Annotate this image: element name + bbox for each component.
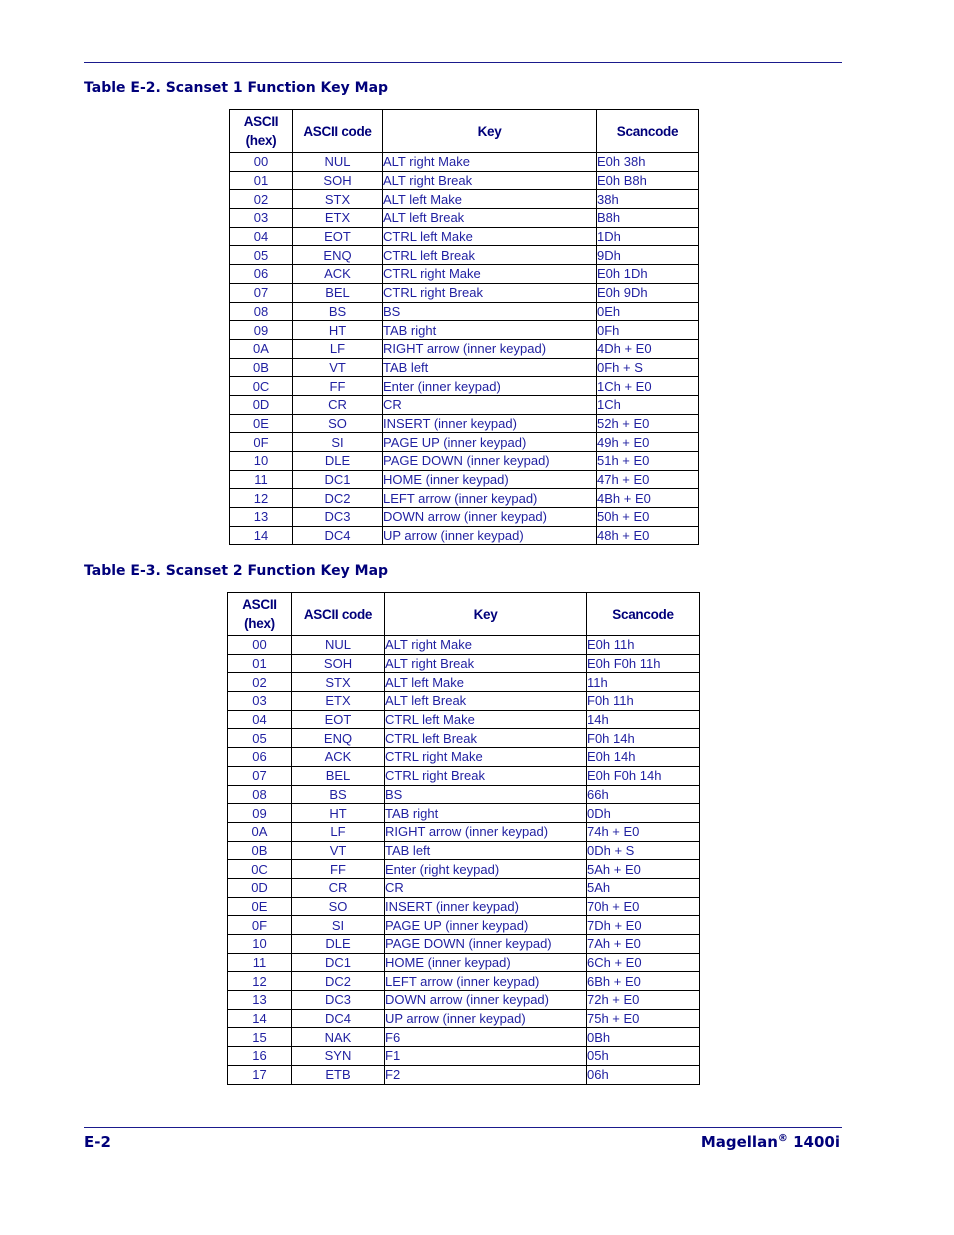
cell-scancode: 4Bh + E0	[597, 489, 699, 508]
cell-scancode: 0Dh	[587, 804, 700, 823]
cell-ascii-code: VT	[293, 358, 383, 377]
scanset2-table	[227, 592, 700, 1085]
table-row	[228, 860, 700, 879]
table-row	[228, 1009, 700, 1028]
cell-key: CR	[383, 395, 597, 414]
cell-hex: 08	[230, 302, 293, 321]
cell-key: TAB left	[385, 841, 587, 860]
cell-scancode: 1Dh	[597, 227, 699, 246]
table-row	[230, 246, 699, 265]
cell-hex: 08	[228, 785, 292, 804]
cell-ascii-code: DC1	[292, 953, 385, 972]
table2-body	[228, 636, 700, 1085]
cell-ascii-code: EOT	[293, 227, 383, 246]
cell-scancode: 1Ch	[597, 395, 699, 414]
cell-hex: 0A	[230, 339, 293, 358]
cell-ascii-code: BEL	[293, 283, 383, 302]
table-row	[230, 209, 699, 228]
table-row	[230, 526, 699, 545]
cell-ascii-code: DC3	[293, 508, 383, 527]
cell-scancode: F0h 11h	[587, 692, 700, 711]
cell-scancode: 11h	[587, 673, 700, 692]
table-row	[230, 489, 699, 508]
cell-ascii-code: SYN	[292, 1047, 385, 1066]
cell-ascii-code: DC2	[292, 972, 385, 991]
cell-ascii-code: HT	[292, 804, 385, 823]
cell-key: ALT right Make	[385, 636, 587, 655]
cell-hex: 17	[228, 1065, 292, 1084]
table-row	[228, 729, 700, 748]
cell-ascii-code: ACK	[293, 265, 383, 284]
cell-hex: 0D	[230, 395, 293, 414]
table-header-row	[228, 593, 700, 636]
cell-scancode: E0h 11h	[587, 636, 700, 655]
table-row	[228, 953, 700, 972]
cell-key: ALT left Break	[385, 692, 587, 711]
cell-key: CTRL right Break	[383, 283, 597, 302]
table-row	[230, 433, 699, 452]
cell-ascii-code: BS	[292, 785, 385, 804]
cell-key: CTRL right Make	[385, 748, 587, 767]
cell-hex: 0F	[230, 433, 293, 452]
table-row	[228, 1028, 700, 1047]
cell-key: CTRL left Break	[383, 246, 597, 265]
cell-scancode: 0Eh	[597, 302, 699, 321]
cell-ascii-code: ETB	[292, 1065, 385, 1084]
cell-scancode: E0h B8h	[597, 171, 699, 190]
cell-key: ALT right Make	[383, 153, 597, 172]
cell-key: DOWN arrow (inner keypad)	[383, 508, 597, 527]
table-row	[228, 991, 700, 1010]
col-header-key: Key	[383, 110, 597, 153]
cell-hex: 0B	[228, 841, 292, 860]
table-row	[230, 339, 699, 358]
cell-scancode: 74h + E0	[587, 822, 700, 841]
table-row	[228, 692, 700, 711]
cell-hex: 02	[228, 673, 292, 692]
cell-key: UP arrow (inner keypad)	[383, 526, 597, 545]
cell-ascii-code: FF	[292, 860, 385, 879]
cell-key: Enter (right keypad)	[385, 860, 587, 879]
table-row	[230, 395, 699, 414]
cell-key: Enter (inner keypad)	[383, 377, 597, 396]
cell-key: TAB right	[385, 804, 587, 823]
table-row	[228, 654, 700, 673]
table-row	[230, 302, 699, 321]
cell-hex: 11	[230, 470, 293, 489]
cell-hex: 0A	[228, 822, 292, 841]
cell-key: ALT right Break	[385, 654, 587, 673]
table-row	[230, 171, 699, 190]
cell-hex: 00	[230, 153, 293, 172]
table-row	[230, 470, 699, 489]
cell-key: PAGE DOWN (inner keypad)	[383, 452, 597, 471]
table-row	[228, 785, 700, 804]
table-row	[228, 804, 700, 823]
table-row	[230, 508, 699, 527]
table1-body	[230, 153, 699, 545]
cell-hex: 03	[230, 209, 293, 228]
table-row	[230, 227, 699, 246]
cell-hex: 0C	[230, 377, 293, 396]
cell-scancode: 0Fh + S	[597, 358, 699, 377]
cell-scancode: 5Ah	[587, 878, 700, 897]
cell-key: TAB left	[383, 358, 597, 377]
cell-scancode: E0h 1Dh	[597, 265, 699, 284]
cell-scancode: E0h 14h	[587, 748, 700, 767]
col-header-code: ASCII code	[292, 593, 385, 636]
cell-key: INSERT (inner keypad)	[385, 897, 587, 916]
table-row	[228, 673, 700, 692]
cell-hex: 09	[228, 804, 292, 823]
cell-ascii-code: ACK	[292, 748, 385, 767]
cell-scancode: E0h F0h 11h	[587, 654, 700, 673]
cell-hex: 14	[228, 1009, 292, 1028]
cell-key: CTRL left Make	[383, 227, 597, 246]
cell-ascii-code: DC4	[292, 1009, 385, 1028]
cell-hex: 13	[228, 991, 292, 1010]
cell-ascii-code: VT	[292, 841, 385, 860]
footer-rule	[84, 1127, 842, 1128]
table2-caption: Table E-3. Scanset 2 Function Key Map	[84, 563, 389, 579]
cell-key: ALT right Break	[383, 171, 597, 190]
cell-key: HOME (inner keypad)	[383, 470, 597, 489]
table-row	[228, 636, 700, 655]
cell-scancode: 1Ch + E0	[597, 377, 699, 396]
cell-key: ALT left Make	[385, 673, 587, 692]
cell-hex: 0E	[230, 414, 293, 433]
cell-hex: 05	[228, 729, 292, 748]
cell-key: UP arrow (inner keypad)	[385, 1009, 587, 1028]
cell-ascii-code: ETX	[292, 692, 385, 711]
scanset1-table	[229, 109, 699, 545]
product-name: Magellan® 1400i	[700, 1133, 840, 1151]
header-rule	[84, 62, 842, 63]
table-row	[228, 766, 700, 785]
cell-ascii-code: NUL	[293, 153, 383, 172]
cell-ascii-code: NUL	[292, 636, 385, 655]
table-row	[230, 377, 699, 396]
cell-key: ALT left Make	[383, 190, 597, 209]
table-row	[228, 710, 700, 729]
cell-key: PAGE UP (inner keypad)	[383, 433, 597, 452]
table1-caption: Table E-2. Scanset 1 Function Key Map	[84, 80, 389, 96]
cell-hex: 13	[230, 508, 293, 527]
cell-key: F2	[385, 1065, 587, 1084]
cell-hex: 07	[228, 766, 292, 785]
table-row	[228, 841, 700, 860]
cell-hex: 00	[228, 636, 292, 655]
cell-ascii-code: SI	[293, 433, 383, 452]
cell-key: CR	[385, 878, 587, 897]
cell-ascii-code: EOT	[292, 710, 385, 729]
cell-scancode: 9Dh	[597, 246, 699, 265]
cell-hex: 06	[228, 748, 292, 767]
cell-hex: 07	[230, 283, 293, 302]
cell-scancode: 52h + E0	[597, 414, 699, 433]
cell-ascii-code: DLE	[292, 935, 385, 954]
cell-scancode: 75h + E0	[587, 1009, 700, 1028]
cell-hex: 01	[228, 654, 292, 673]
cell-key: F1	[385, 1047, 587, 1066]
cell-ascii-code: BS	[293, 302, 383, 321]
cell-key: BS	[385, 785, 587, 804]
cell-scancode: 6Ch + E0	[587, 953, 700, 972]
table-row	[228, 916, 700, 935]
cell-key: PAGE UP (inner keypad)	[385, 916, 587, 935]
table-row	[230, 153, 699, 172]
cell-key: F6	[385, 1028, 587, 1047]
cell-key: BS	[383, 302, 597, 321]
cell-ascii-code: STX	[293, 190, 383, 209]
cell-key: LEFT arrow (inner keypad)	[383, 489, 597, 508]
table-row	[228, 748, 700, 767]
cell-hex: 11	[228, 953, 292, 972]
cell-scancode: 06h	[587, 1065, 700, 1084]
col-header-key: Key	[385, 593, 587, 636]
cell-ascii-code: BEL	[292, 766, 385, 785]
cell-hex: 12	[230, 489, 293, 508]
cell-ascii-code: SOH	[292, 654, 385, 673]
cell-scancode: 49h + E0	[597, 433, 699, 452]
cell-hex: 0E	[228, 897, 292, 916]
table-row	[228, 1065, 700, 1084]
cell-scancode: 14h	[587, 710, 700, 729]
cell-scancode: 72h + E0	[587, 991, 700, 1010]
col-header-scancode: Scancode	[597, 110, 699, 153]
cell-scancode: E0h 9Dh	[597, 283, 699, 302]
cell-key: CTRL left Break	[385, 729, 587, 748]
table-row	[228, 1047, 700, 1066]
cell-hex: 09	[230, 321, 293, 340]
table-row	[228, 972, 700, 991]
col-header-hex: ASCII (hex)	[228, 593, 292, 636]
cell-scancode: 0Bh	[587, 1028, 700, 1047]
col-header-code: ASCII code	[293, 110, 383, 153]
cell-scancode: 50h + E0	[597, 508, 699, 527]
cell-scancode: 4Dh + E0	[597, 339, 699, 358]
cell-hex: 15	[228, 1028, 292, 1047]
cell-scancode: E0h F0h 14h	[587, 766, 700, 785]
cell-ascii-code: ENQ	[293, 246, 383, 265]
cell-key: CTRL right Make	[383, 265, 597, 284]
table-row	[230, 265, 699, 284]
cell-ascii-code: HT	[293, 321, 383, 340]
table-row	[228, 878, 700, 897]
cell-hex: 0B	[230, 358, 293, 377]
cell-hex: 05	[230, 246, 293, 265]
cell-key: CTRL left Make	[385, 710, 587, 729]
cell-scancode: 47h + E0	[597, 470, 699, 489]
table-row	[230, 414, 699, 433]
cell-scancode: B8h	[597, 209, 699, 228]
col-header-hex: ASCII (hex)	[230, 110, 293, 153]
cell-ascii-code: LF	[292, 822, 385, 841]
cell-key: RIGHT arrow (inner keypad)	[383, 339, 597, 358]
cell-hex: 12	[228, 972, 292, 991]
cell-scancode: 7Ah + E0	[587, 935, 700, 954]
table-row	[230, 283, 699, 302]
cell-key: ALT left Break	[383, 209, 597, 228]
cell-scancode: 38h	[597, 190, 699, 209]
cell-ascii-code: CR	[292, 878, 385, 897]
cell-ascii-code: SO	[293, 414, 383, 433]
cell-hex: 10	[230, 452, 293, 471]
cell-hex: 02	[230, 190, 293, 209]
cell-scancode: 51h + E0	[597, 452, 699, 471]
cell-ascii-code: LF	[293, 339, 383, 358]
cell-key: HOME (inner keypad)	[385, 953, 587, 972]
cell-scancode: F0h 14h	[587, 729, 700, 748]
cell-scancode: 70h + E0	[587, 897, 700, 916]
cell-hex: 01	[230, 171, 293, 190]
cell-ascii-code: STX	[292, 673, 385, 692]
table-row	[228, 935, 700, 954]
cell-ascii-code: ETX	[293, 209, 383, 228]
page-number: E-2	[84, 1133, 111, 1151]
cell-ascii-code: FF	[293, 377, 383, 396]
cell-ascii-code: SO	[292, 897, 385, 916]
cell-key: CTRL right Break	[385, 766, 587, 785]
cell-ascii-code: DC3	[292, 991, 385, 1010]
cell-key: TAB right	[383, 321, 597, 340]
cell-ascii-code: DC1	[293, 470, 383, 489]
table-row	[230, 321, 699, 340]
cell-hex: 0D	[228, 878, 292, 897]
table-header-row	[230, 110, 699, 153]
cell-hex: 14	[230, 526, 293, 545]
cell-key: PAGE DOWN (inner keypad)	[385, 935, 587, 954]
cell-scancode: 5Ah + E0	[587, 860, 700, 879]
cell-scancode: 05h	[587, 1047, 700, 1066]
cell-hex: 16	[228, 1047, 292, 1066]
cell-hex: 03	[228, 692, 292, 711]
table-row	[228, 822, 700, 841]
cell-scancode: 48h + E0	[597, 526, 699, 545]
cell-scancode: 0Fh	[597, 321, 699, 340]
cell-key: INSERT (inner keypad)	[383, 414, 597, 433]
cell-ascii-code: SI	[292, 916, 385, 935]
cell-hex: 0F	[228, 916, 292, 935]
cell-hex: 0C	[228, 860, 292, 879]
cell-ascii-code: ENQ	[292, 729, 385, 748]
cell-key: RIGHT arrow (inner keypad)	[385, 822, 587, 841]
table-row	[230, 358, 699, 377]
cell-key: LEFT arrow (inner keypad)	[385, 972, 587, 991]
table-row	[228, 897, 700, 916]
cell-hex: 10	[228, 935, 292, 954]
cell-ascii-code: CR	[293, 395, 383, 414]
table-row	[230, 452, 699, 471]
cell-hex: 06	[230, 265, 293, 284]
cell-ascii-code: SOH	[293, 171, 383, 190]
table-row	[230, 190, 699, 209]
cell-scancode: E0h 38h	[597, 153, 699, 172]
cell-key: DOWN arrow (inner keypad)	[385, 991, 587, 1010]
cell-ascii-code: DC4	[293, 526, 383, 545]
cell-scancode: 6Bh + E0	[587, 972, 700, 991]
cell-ascii-code: DC2	[293, 489, 383, 508]
cell-hex: 04	[230, 227, 293, 246]
cell-scancode: 66h	[587, 785, 700, 804]
col-header-scancode: Scancode	[587, 593, 700, 636]
cell-ascii-code: DLE	[293, 452, 383, 471]
cell-ascii-code: NAK	[292, 1028, 385, 1047]
cell-hex: 04	[228, 710, 292, 729]
cell-scancode: 0Dh + S	[587, 841, 700, 860]
cell-scancode: 7Dh + E0	[587, 916, 700, 935]
